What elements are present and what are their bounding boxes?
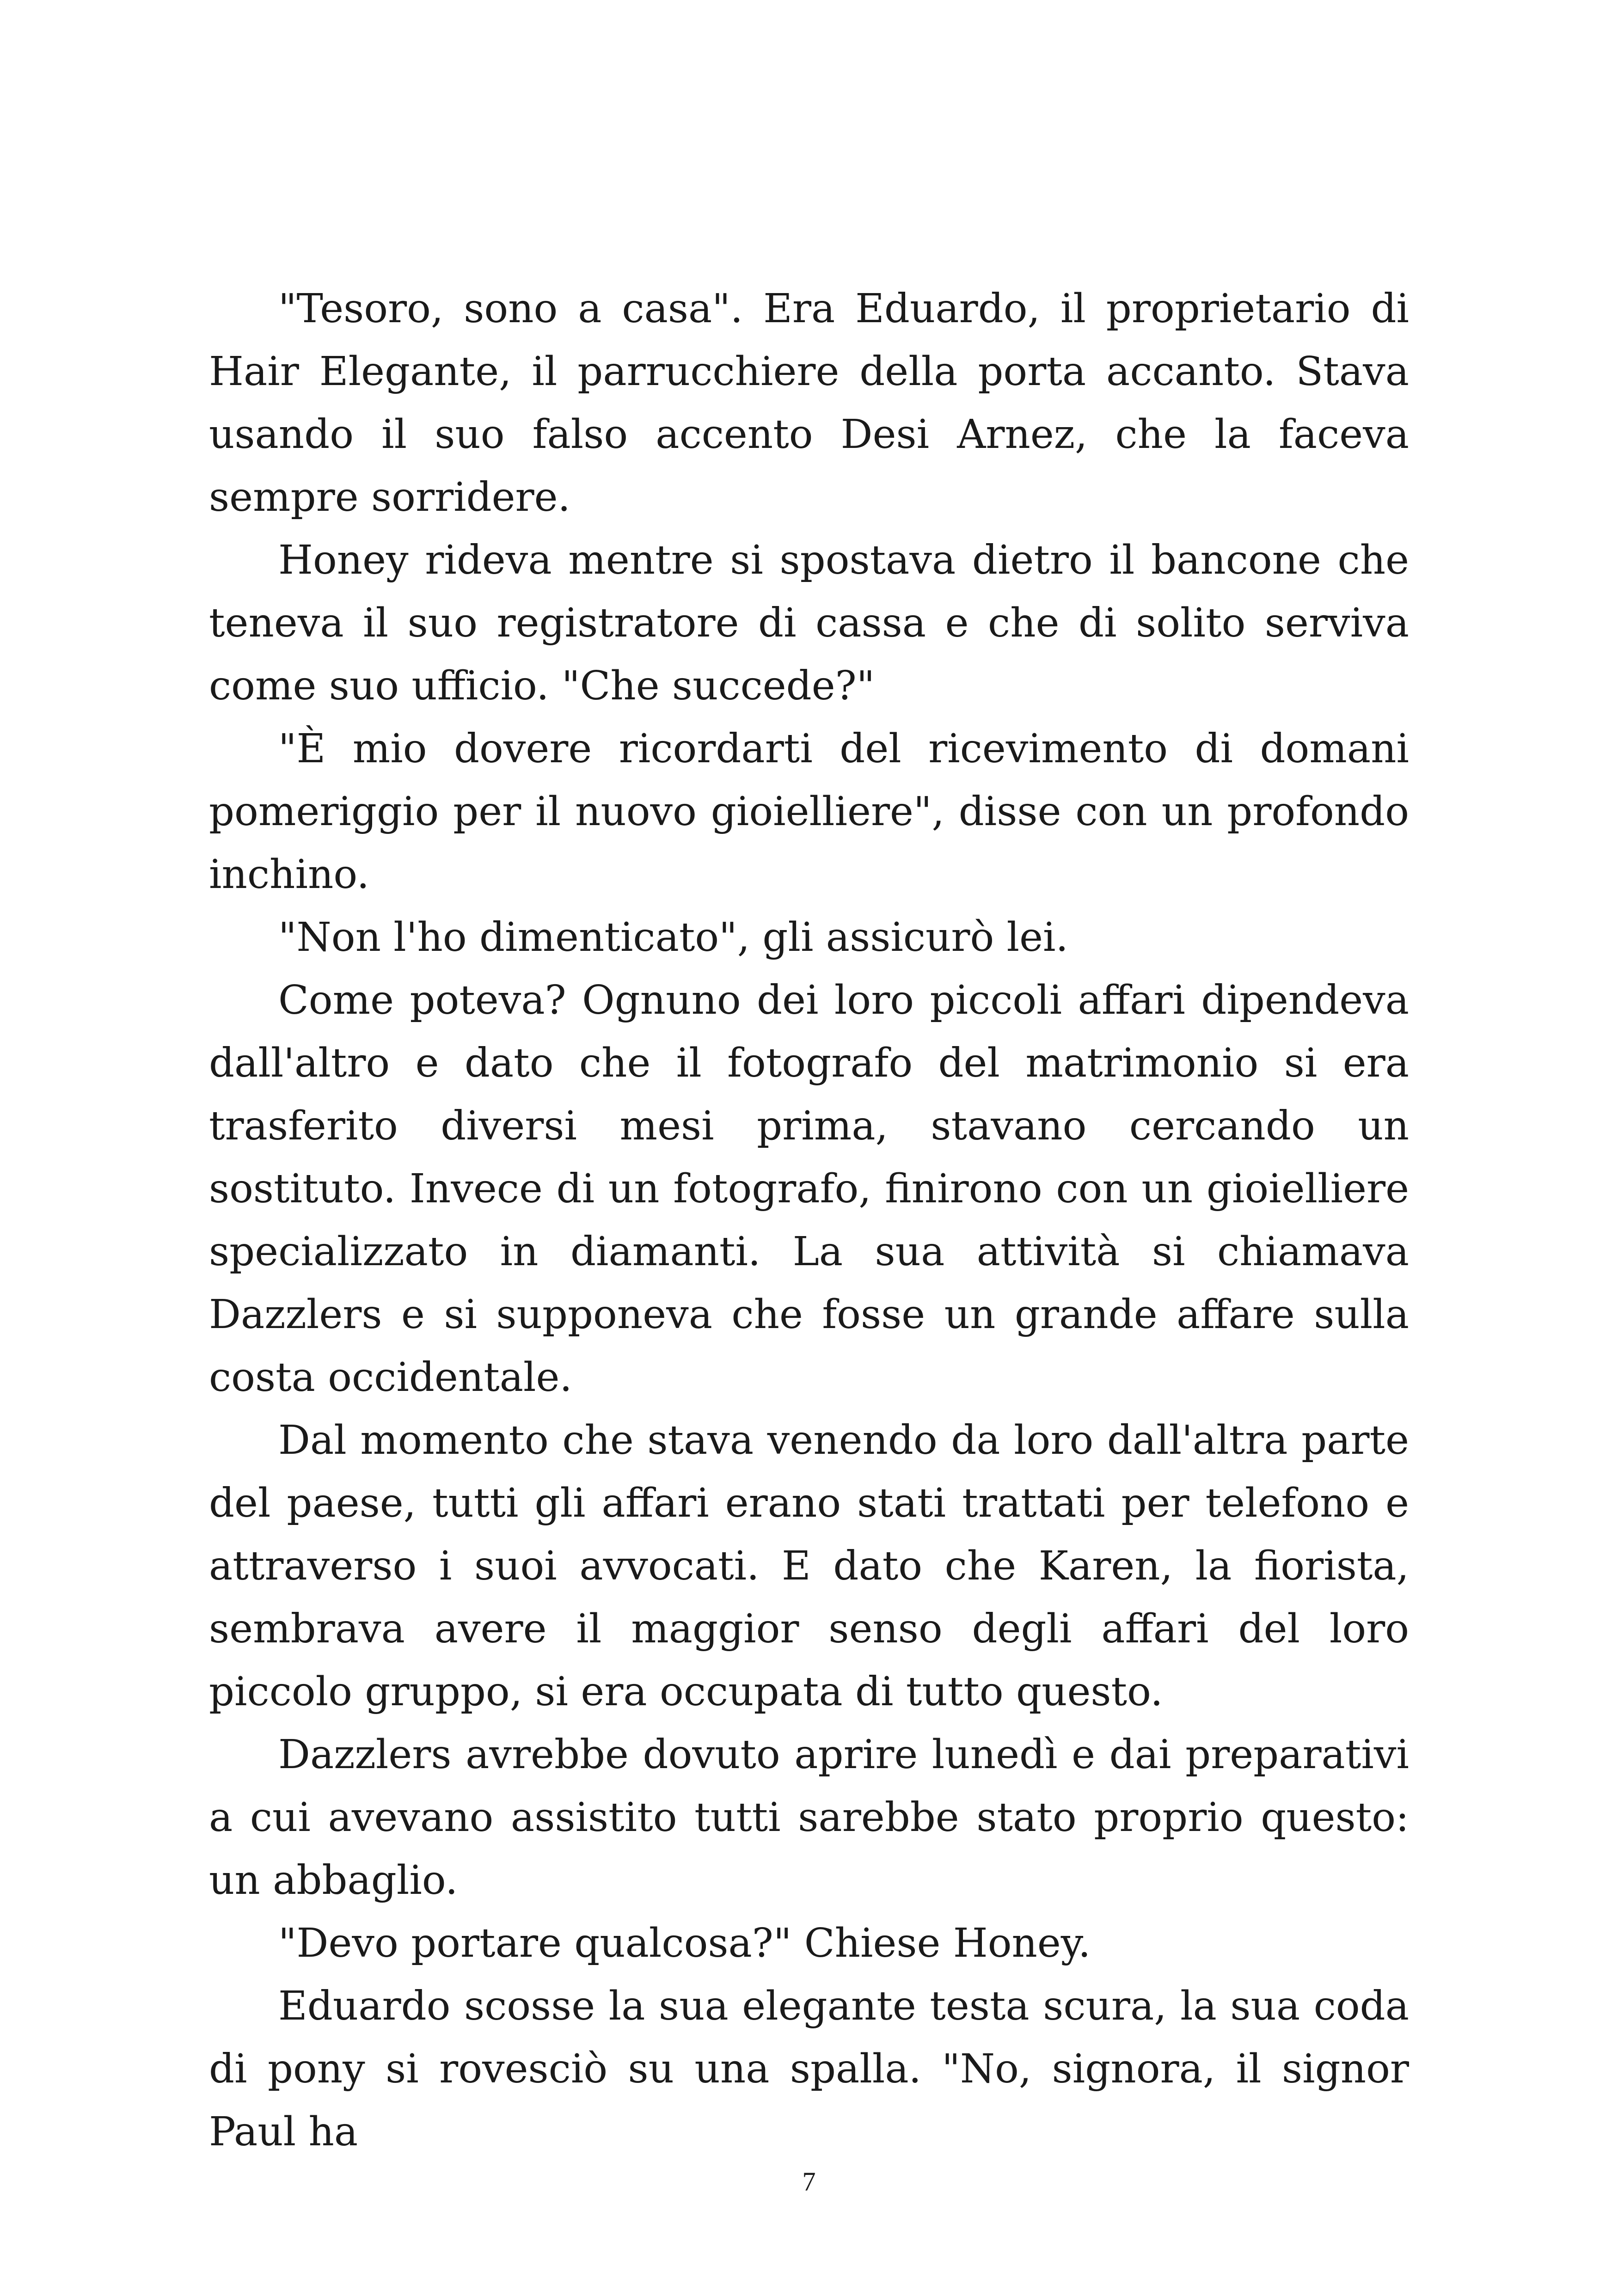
paragraph: Come poteva? Ognuno dei loro piccoli affari dipendeva dall'altro e dato che il fotografo del matrimonio si era trasferito diversi mesi prima, stavano cercando un sostituto. Invece di un fotografo, finirono con un gioielliere specializzato in diamanti. La sua attività si chiamava Dazzlers e si supponeva che fosse un grande affare sulla costa occidentale.: [209, 977, 1409, 1401]
paragraph: "Tesoro, sono a casa". Era Eduardo, il proprietario di Hair Elegante, il parrucchiere della porta accanto. Stava usando il suo falso accento Desi Arnez, che la faceva sempre sorridere.: [209, 286, 1409, 520]
paragraph: Eduardo scosse la sua elegante testa scura, la sua coda di pony si rovesciò su una spalla. "No, signora, il signor Paul ha: [209, 1983, 1409, 2155]
paragraph: "Non l'ho dimenticato", gli assicurò lei.: [278, 914, 1068, 961]
body-text: [209, 277, 1409, 2163]
paragraph: Honey rideva mentre si spostava dietro il bancone che teneva il suo registratore di cassa e che di solito serviva come suo ufficio. "Che succede?": [209, 537, 1409, 709]
paragraph: Dazzlers avrebbe dovuto aprire lunedì e dai preparativi a cui avevano assistito tutti sarebbe stato proprio questo: un abbaglio.: [209, 1732, 1409, 1904]
paragraph: "È mio dovere ricordarti del ricevimento di domani pomeriggio per il nuovo gioielliere", disse con un profondo inchino.: [209, 726, 1409, 898]
paragraph: Dal momento che stava venendo da loro dall'altra parte del paese, tutti gli affari erano stati trattati per telefono e attraverso i suoi avvocati. E dato che Karen, la fiorista, sembrava avere il maggior senso degli affari del loro piccolo gruppo, si era occupata di tutto questo.: [209, 1417, 1409, 1715]
paragraph: "Devo portare qualcosa?" Chiese Honey.: [278, 1920, 1091, 1966]
page-number: 7: [802, 2167, 816, 2197]
